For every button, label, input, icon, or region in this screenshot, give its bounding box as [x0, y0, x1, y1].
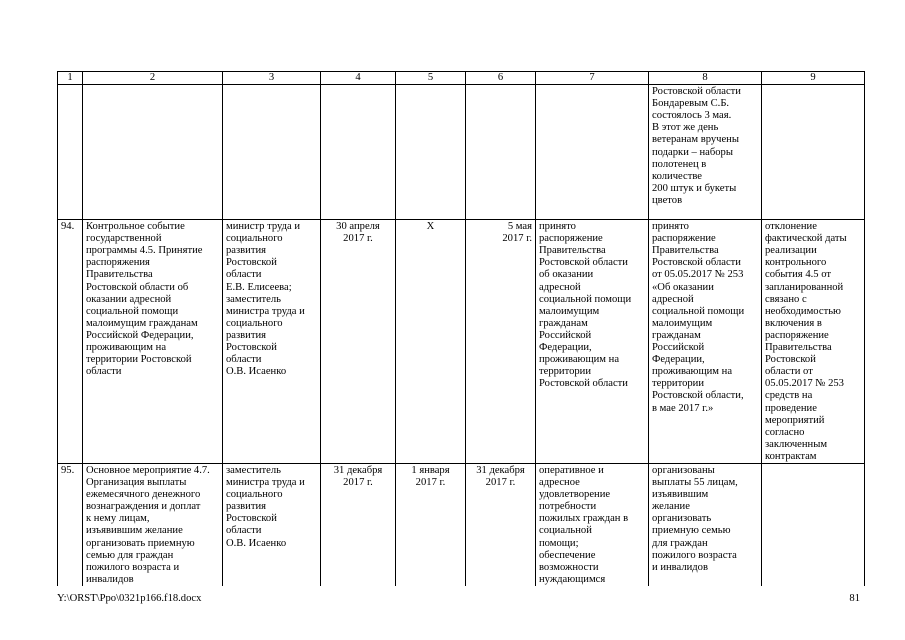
row-number-cell: 95. — [58, 463, 83, 585]
planned-date-cell: 30 апреля 2017 г. — [321, 220, 396, 464]
column-number-6: 6 — [466, 72, 536, 85]
page-number: 81 — [849, 593, 860, 604]
column-number-7: 7 — [536, 72, 649, 85]
column-number-9: 9 — [762, 72, 865, 85]
responsible-cell: заместитель министра труда и социального развития Ростовской области О.В. Исаенко — [223, 463, 321, 585]
actual-date-cell: 5 мая 2017 г. — [466, 220, 536, 464]
actual-result-cell: принято распоряжение Правительства Ростовской области от 05.05.2017 № 253 «Об оказании адресной социальной помощи малоимущим гражданам Российской Федерации, проживающим на территории Ростовской области, в мае 2017 г.» — [649, 220, 762, 464]
report-table — [57, 71, 865, 586]
column-number-1: 1 — [58, 72, 83, 85]
responsible-cell: министр труда и социального развития Ростовской области Е.В. Елисеева; заместитель министра труда и социального развития Ростовской области О.В. Исаенко — [223, 220, 321, 464]
table-row — [58, 220, 865, 464]
actual-date-cell — [466, 85, 536, 220]
table-row — [58, 463, 865, 585]
planned-date-cell: 31 декабря 2017 г. — [321, 463, 396, 585]
row-number-cell — [58, 85, 83, 220]
start-date-cell: 1 января 2017 г. — [396, 463, 466, 585]
column-number-3: 3 — [223, 72, 321, 85]
deviation-cell — [762, 85, 865, 220]
event-name-cell — [83, 85, 223, 220]
column-number-4: 4 — [321, 72, 396, 85]
actual-date-cell: 31 декабря 2017 г. — [466, 463, 536, 585]
column-number-5: 5 — [396, 72, 466, 85]
table-row — [58, 85, 865, 220]
actual-result-cell: Ростовской области Бондаревым С.Б. состоялось 3 мая. В этот же день ветеранам вручены подарки – наборы полотенец в количестве 200 штук и букеты цветов — [649, 85, 762, 220]
column-number-2: 2 — [83, 72, 223, 85]
footer-file-path: Y:\ORST\Ppo\0321p166.f18.docx — [57, 593, 202, 604]
start-date-cell: Х — [396, 220, 466, 464]
deviation-cell — [762, 463, 865, 585]
responsible-cell — [223, 85, 321, 220]
expected-result-cell: принято распоряжение Правительства Ростовской области об оказании адресной социальной помощи малоимущим гражданам Российской Федерации, проживающим на территории Ростовской области — [536, 220, 649, 464]
header-row — [58, 72, 865, 85]
event-name-cell: Основное мероприятие 4.7. Организация выплаты ежемесячного денежного вознаграждения и доплат к нему лицам, изъявившим желание организовать приемную семью для граждан пожилого возраста и инвалидов — [83, 463, 223, 585]
event-name-cell: Контрольное событие государственной программы 4.5. Принятие распоряжения Правительства Ростовской области об оказании адресной социальной помощи малоимущим гражданам Российской Федерации, проживающим на территории Ростовской области — [83, 220, 223, 464]
start-date-cell — [396, 85, 466, 220]
deviation-cell: отклонение фактической даты реализации контрольного события 4.5 от запланированной связано с необходимостью включения в распоряжение Правительства Ростовской области от 05.05.2017 № 253 средств на проведение мероприятий согласно заключенным контрактам — [762, 220, 865, 464]
expected-result-cell: оперативное и адресное удовлетворение потребности пожилых граждан в социальной помощи; обеспечение возможности нуждающимся — [536, 463, 649, 585]
actual-result-cell: организованы выплаты 55 лицам, изъявившим желание организовать приемную семью для граждан пожилого возраста и инвалидов — [649, 463, 762, 585]
row-number-cell: 94. — [58, 220, 83, 464]
expected-result-cell — [536, 85, 649, 220]
column-number-8: 8 — [649, 72, 762, 85]
planned-date-cell — [321, 85, 396, 220]
